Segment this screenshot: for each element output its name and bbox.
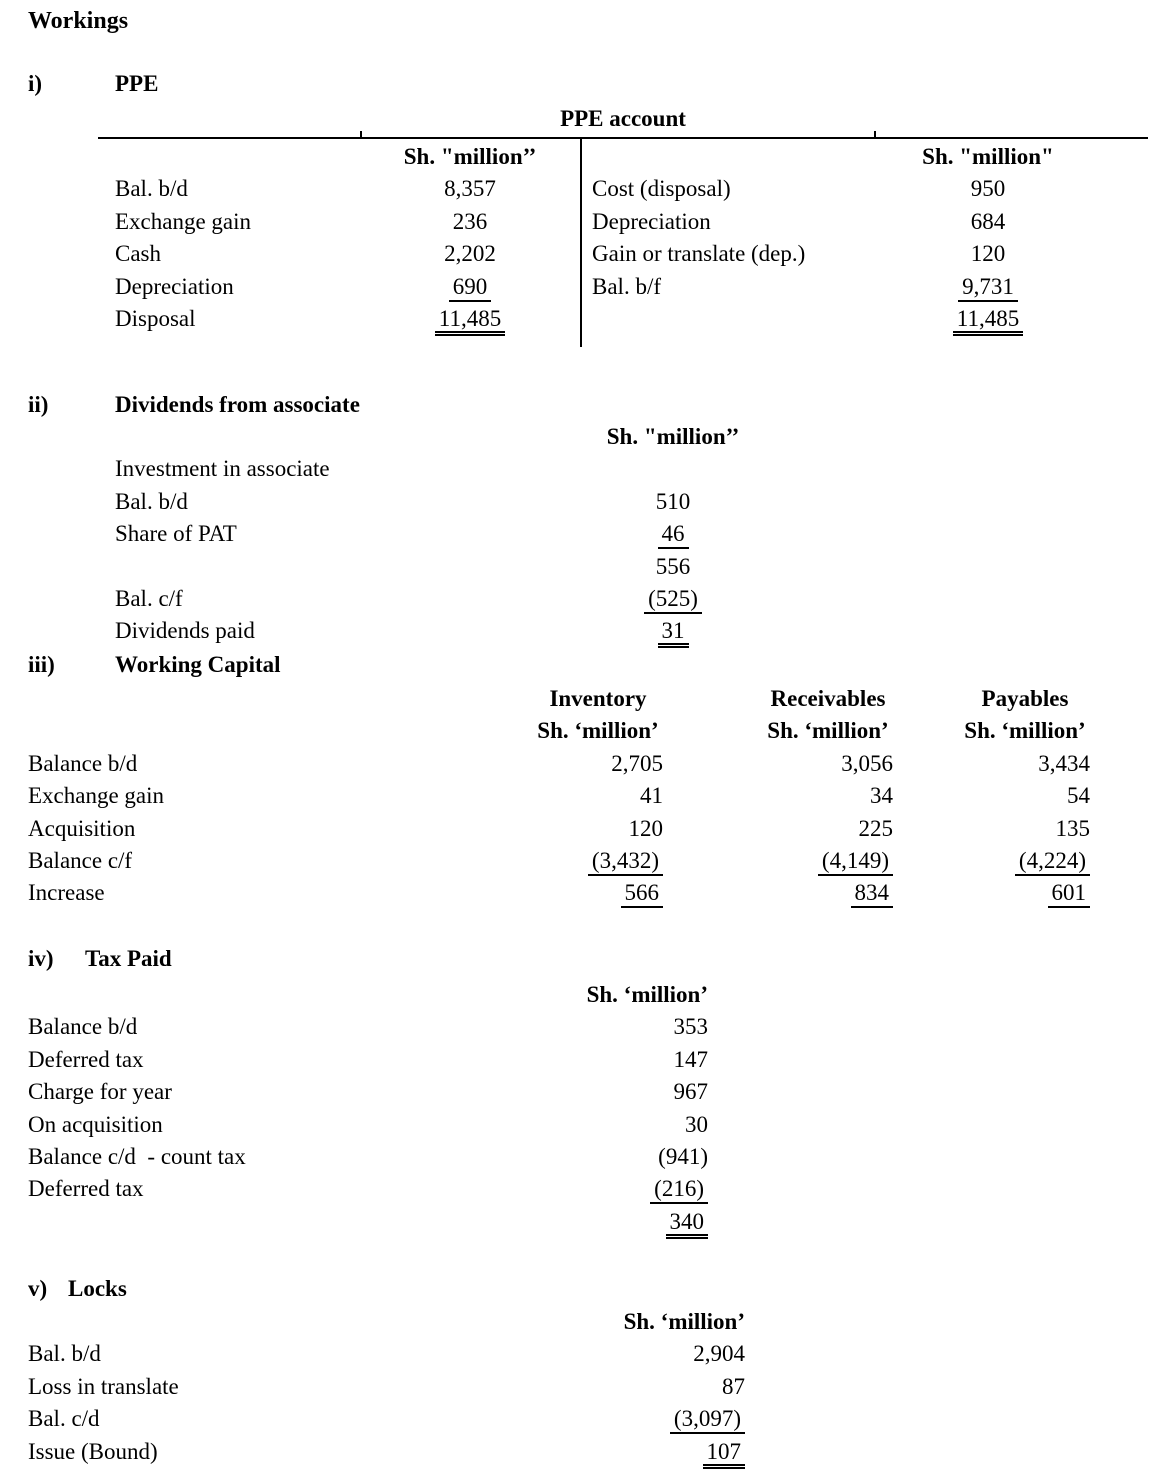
row-value bbox=[763, 845, 896, 877]
amount-underlined: (3,097) bbox=[670, 1406, 745, 1434]
row-value bbox=[588, 583, 758, 615]
amount-underlined: 9,731 bbox=[958, 274, 1018, 302]
table-row bbox=[98, 238, 580, 270]
ppe-debit-side bbox=[98, 141, 580, 335]
row-value bbox=[533, 813, 666, 845]
row-label: Disposal bbox=[115, 305, 196, 331]
section-tax-paid bbox=[0, 942, 1153, 1238]
ppe-top-rule bbox=[98, 137, 1148, 139]
table-row bbox=[0, 813, 1153, 845]
row-label: Balance b/d bbox=[28, 750, 138, 776]
row-value bbox=[533, 845, 666, 877]
amount-total: 340 bbox=[666, 1209, 709, 1239]
row-value bbox=[763, 748, 896, 780]
table-row bbox=[0, 1371, 1153, 1403]
row-value bbox=[960, 748, 1093, 780]
row-value bbox=[577, 1371, 747, 1403]
amount: 950 bbox=[970, 176, 1006, 202]
spacer bbox=[28, 1306, 577, 1338]
table-row bbox=[0, 1109, 1153, 1141]
table-row bbox=[580, 303, 1148, 335]
ppe-account-title: PPE account bbox=[560, 106, 686, 131]
table-row bbox=[580, 238, 1148, 270]
ppe-account-body bbox=[98, 141, 1148, 335]
row-value bbox=[540, 1141, 710, 1173]
row-value bbox=[903, 206, 1073, 238]
row-label: Cost (disposal) bbox=[592, 176, 731, 202]
amount: 87 bbox=[722, 1373, 745, 1399]
row-value bbox=[960, 877, 1093, 909]
row-label: Depreciation bbox=[115, 273, 234, 299]
ppe-column-tick bbox=[360, 131, 362, 138]
amount: 225 bbox=[858, 815, 893, 841]
section-working-capital bbox=[0, 648, 1153, 910]
table-row bbox=[0, 615, 1153, 647]
table-row bbox=[0, 486, 1153, 518]
row-value bbox=[385, 206, 555, 238]
row-label bbox=[115, 551, 588, 583]
row-label: Bal. b/d bbox=[115, 488, 188, 514]
table-row bbox=[0, 551, 1153, 583]
section-i-marker: i) bbox=[28, 71, 43, 96]
section-iii-heading bbox=[0, 648, 1153, 683]
row-value bbox=[385, 173, 555, 205]
wc-col-inventory: Inventory bbox=[549, 686, 647, 711]
row-label: Balance c/d - count tax bbox=[28, 1143, 246, 1169]
amount-underlined: (4,224) bbox=[1015, 848, 1090, 876]
row-label: Share of PAT bbox=[115, 521, 237, 547]
amount: 120 bbox=[970, 241, 1006, 267]
ppe-credit-side bbox=[580, 141, 1148, 335]
row-label: Bal. b/f bbox=[592, 273, 661, 299]
table-row bbox=[0, 1141, 1153, 1173]
section-locks bbox=[0, 1272, 1153, 1468]
row-value bbox=[903, 238, 1073, 270]
row-value bbox=[385, 238, 555, 270]
row-value bbox=[960, 845, 1093, 877]
amount-total: 11,485 bbox=[435, 306, 505, 336]
row-value bbox=[903, 303, 1073, 335]
table-row bbox=[98, 271, 580, 303]
table-row bbox=[0, 1011, 1153, 1043]
amount: 135 bbox=[1055, 815, 1090, 841]
row-label: Bal. b/d bbox=[115, 176, 188, 202]
table-row bbox=[98, 206, 580, 238]
amount: 30 bbox=[685, 1111, 708, 1137]
ppe-column-tick bbox=[874, 131, 876, 138]
spacer bbox=[28, 979, 540, 1011]
ppe-center-divider bbox=[580, 137, 582, 347]
row-value bbox=[540, 1011, 710, 1043]
locks-unit-header: Sh. ‘million’ bbox=[623, 1309, 745, 1334]
row-label: Bal. c/d bbox=[28, 1406, 100, 1432]
section-i-heading bbox=[0, 68, 1153, 101]
section-ii-marker: ii) bbox=[28, 392, 49, 417]
table-row bbox=[0, 1206, 1153, 1238]
wc-col-receivables: Receivables bbox=[770, 686, 886, 711]
ppe-left-unit-header: Sh. "million’’ bbox=[403, 144, 537, 169]
row-value bbox=[588, 615, 758, 647]
table-row bbox=[0, 877, 1153, 909]
tax-header-row bbox=[0, 979, 1153, 1011]
amount-total: 31 bbox=[658, 618, 689, 648]
row-value bbox=[540, 1076, 710, 1108]
section-v-heading bbox=[0, 1272, 1153, 1306]
section-i-title: PPE bbox=[115, 71, 159, 96]
row-value bbox=[385, 271, 555, 303]
row-value bbox=[903, 173, 1073, 205]
amount-underlined: (216) bbox=[650, 1176, 708, 1204]
wc-col-payables: Payables bbox=[981, 686, 1069, 711]
row-value bbox=[540, 1206, 710, 1238]
page-title: Workings bbox=[28, 8, 129, 34]
section-iv-heading bbox=[0, 942, 1153, 979]
section-iv-marker: iv) bbox=[28, 946, 54, 971]
amount: 3,434 bbox=[1038, 750, 1090, 776]
ppe-account-table bbox=[98, 104, 1148, 335]
spacer bbox=[28, 715, 533, 747]
row-label bbox=[28, 1206, 540, 1238]
amount: 236 bbox=[452, 208, 488, 234]
row-label: Charge for year bbox=[28, 1079, 172, 1105]
row-value bbox=[577, 1338, 747, 1370]
amount: 556 bbox=[655, 553, 691, 579]
wc-column-header-row bbox=[0, 683, 1153, 715]
table-row bbox=[0, 1076, 1153, 1108]
row-label: Balance c/f bbox=[28, 847, 133, 873]
amount: 54 bbox=[1067, 783, 1090, 809]
amount-underlined: (3,432) bbox=[588, 848, 663, 876]
row-value bbox=[577, 1403, 747, 1435]
amount-underlined: 690 bbox=[449, 274, 492, 302]
row-value bbox=[763, 877, 896, 909]
table-row bbox=[580, 173, 1148, 205]
amount: 2,705 bbox=[611, 750, 663, 776]
ppe-left-header-row bbox=[98, 141, 580, 173]
row-label bbox=[592, 303, 903, 335]
row-label: Increase bbox=[28, 880, 105, 906]
ppe-right-unit-header: Sh. "million" bbox=[922, 144, 1054, 169]
row-value bbox=[385, 303, 555, 335]
amount: 2,202 bbox=[444, 241, 496, 267]
section-v-title: Locks bbox=[68, 1276, 127, 1301]
table-row bbox=[580, 271, 1148, 303]
amount: 353 bbox=[673, 1014, 708, 1040]
spacer bbox=[115, 421, 588, 453]
amount-total: 107 bbox=[703, 1439, 746, 1469]
table-row bbox=[0, 748, 1153, 780]
amount: 2,904 bbox=[693, 1341, 745, 1367]
amount: 8,357 bbox=[444, 176, 496, 202]
row-label: Cash bbox=[115, 241, 161, 267]
amount-underlined: 834 bbox=[851, 880, 894, 908]
row-value bbox=[540, 1044, 710, 1076]
tax-unit-header: Sh. ‘million’ bbox=[586, 982, 708, 1007]
row-label: Acquisition bbox=[28, 815, 136, 841]
amount: 967 bbox=[673, 1079, 708, 1105]
row-value bbox=[577, 1436, 747, 1468]
section-ii-title: Dividends from associate bbox=[115, 392, 360, 417]
spacer bbox=[28, 683, 533, 715]
wc-unit-header: Sh. ‘million’ bbox=[964, 718, 1086, 744]
row-label: Investment in associate bbox=[115, 456, 330, 482]
section-dividends bbox=[0, 388, 1153, 648]
section-iii-marker: iii) bbox=[28, 652, 55, 677]
table-row bbox=[98, 303, 580, 335]
row-value bbox=[533, 780, 666, 812]
amount: (941) bbox=[658, 1143, 708, 1169]
amount-underlined: 566 bbox=[621, 880, 664, 908]
row-value bbox=[588, 453, 758, 485]
row-label: Deferred tax bbox=[28, 1046, 144, 1072]
spacer bbox=[115, 141, 385, 173]
row-label: Exchange gain bbox=[28, 783, 165, 809]
wc-unit-header: Sh. ‘million’ bbox=[537, 718, 659, 744]
amount-underlined: (525) bbox=[644, 586, 702, 614]
row-value bbox=[763, 780, 896, 812]
row-label: Exchange gain bbox=[115, 208, 252, 234]
amount: 3,056 bbox=[841, 750, 893, 776]
amount: 34 bbox=[870, 783, 893, 809]
section-v-marker: v) bbox=[28, 1276, 48, 1301]
row-value bbox=[588, 486, 758, 518]
spacer bbox=[592, 141, 903, 173]
table-row bbox=[0, 583, 1153, 615]
row-label: Deferred tax bbox=[28, 1176, 144, 1202]
section-iii-title: Working Capital bbox=[115, 652, 281, 677]
ppe-right-header-row bbox=[580, 141, 1148, 173]
table-row bbox=[0, 518, 1153, 550]
amount-underlined: (4,149) bbox=[818, 848, 893, 876]
amount: 41 bbox=[640, 783, 663, 809]
row-value bbox=[533, 877, 666, 909]
amount: 684 bbox=[970, 208, 1006, 234]
table-row bbox=[0, 845, 1153, 877]
table-row bbox=[0, 1436, 1153, 1468]
row-label: Issue (Bound) bbox=[28, 1438, 158, 1464]
table-row bbox=[0, 1173, 1153, 1205]
row-value bbox=[763, 813, 896, 845]
wc-unit-header-row bbox=[0, 715, 1153, 747]
dividends-unit-header: Sh. "million’’ bbox=[606, 424, 740, 449]
amount-underlined: 46 bbox=[658, 521, 689, 549]
row-label: Bal. c/f bbox=[115, 585, 183, 611]
wc-unit-header: Sh. ‘million’ bbox=[767, 718, 889, 744]
amount-underlined: 601 bbox=[1048, 880, 1091, 908]
dividends-header-row bbox=[0, 421, 1153, 453]
row-value bbox=[588, 551, 758, 583]
amount: 120 bbox=[628, 815, 663, 841]
amount: 147 bbox=[673, 1046, 708, 1072]
section-ii-heading bbox=[0, 388, 1153, 421]
table-row bbox=[0, 780, 1153, 812]
section-iv-title: Tax Paid bbox=[85, 946, 172, 971]
row-value bbox=[540, 1109, 710, 1141]
row-value bbox=[540, 1173, 710, 1205]
amount-total: 11,485 bbox=[953, 306, 1023, 336]
row-label: Loss in translate bbox=[28, 1373, 179, 1399]
row-label: Bal. b/d bbox=[28, 1341, 101, 1367]
row-value bbox=[960, 813, 1093, 845]
row-label: Dividends paid bbox=[115, 618, 255, 644]
table-row bbox=[98, 173, 580, 205]
row-label: Depreciation bbox=[592, 208, 711, 234]
row-label: Gain or translate (dep.) bbox=[592, 241, 806, 267]
row-value bbox=[533, 748, 666, 780]
table-row bbox=[0, 453, 1153, 485]
table-row bbox=[0, 1338, 1153, 1370]
row-label: On acquisition bbox=[28, 1111, 163, 1137]
amount: 510 bbox=[655, 488, 691, 514]
table-row bbox=[580, 206, 1148, 238]
row-value bbox=[903, 271, 1073, 303]
locks-header-row bbox=[0, 1306, 1153, 1338]
row-value bbox=[960, 780, 1093, 812]
table-row bbox=[0, 1044, 1153, 1076]
table-row bbox=[0, 1403, 1153, 1435]
row-value bbox=[588, 518, 758, 550]
row-label: Balance b/d bbox=[28, 1014, 138, 1040]
